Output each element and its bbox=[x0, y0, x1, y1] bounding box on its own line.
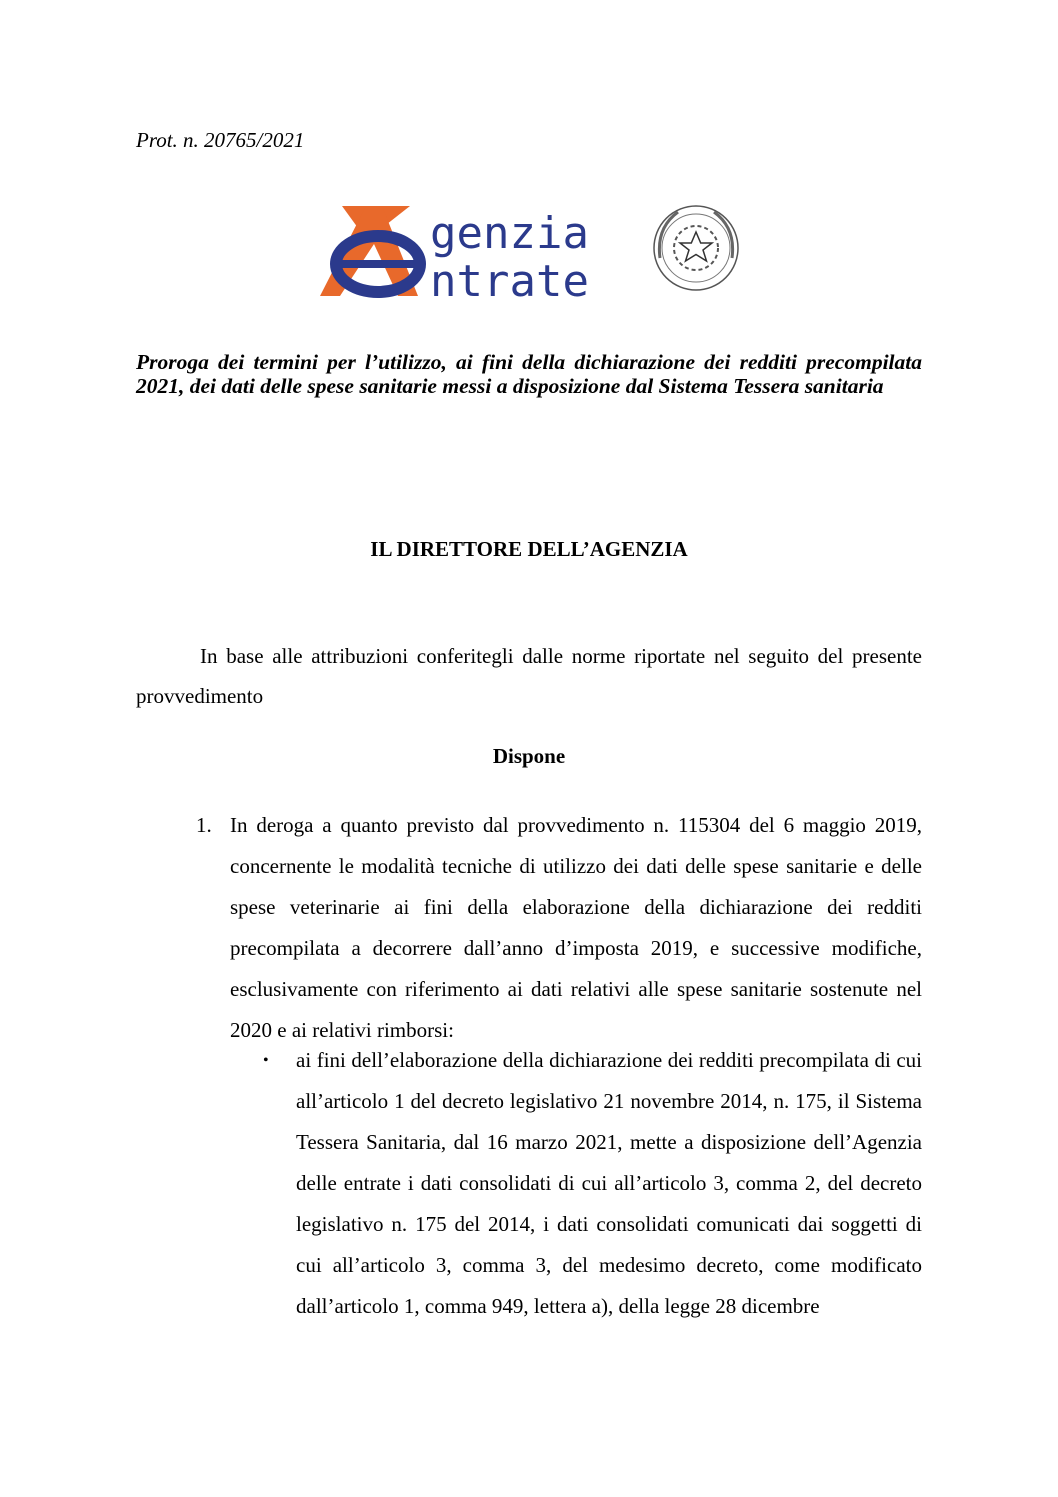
list-item-1 bbox=[230, 805, 922, 1051]
logo-line2: ntrate bbox=[430, 256, 589, 307]
logo-line1: genzia bbox=[430, 208, 589, 259]
intro-paragraph bbox=[136, 636, 922, 716]
bullet-item-1 bbox=[296, 1040, 922, 1327]
bullet-icon: • bbox=[263, 1052, 269, 1069]
list-item-1-text: In deroga a quanto previsto dal provvedimento n. 115304 del 6 maggio 2019, concernente le modalità tecniche di utilizzo dei dati delle spese sanitarie e delle spese veterinarie ai fini della elaborazione della dichiarazione dei redditi precompilata a decorrere dall’anno d’imposta 2019, e successive modifiche, esclusivamente con riferimento ai dati relativi alle spese sanitarie sostenute nel 2020 e ai relativi rimborsi: bbox=[230, 813, 922, 1042]
protocol-number: Prot. n. 20765/2021 bbox=[136, 128, 305, 152]
bullet-item-1-text: ai fini dell’elaborazione della dichiarazione dei redditi precompilata di cui all’articolo 1 del decreto legislativo 21 novembre 2014, n. 175, il Sistema Tessera Sanitaria, dal 16 marzo 2021, mette a disposizione dell’Agenzia delle entrate i dati consolidati di cui all’articolo 3, comma 2, del decreto legislativo n. 175 del 2014, i dati consolidati comunicati dai soggetti di cui all’articolo 3, comma 3, del medesimo decreto, come modificato dall’articolo 1, comma 949, lettera a), della legge 28 dicembre bbox=[296, 1048, 922, 1318]
list-number: 1. bbox=[196, 813, 212, 837]
section-heading-director: IL DIRETTORE DELL’AGENZIA bbox=[370, 537, 688, 561]
dispone-heading: Dispone bbox=[492, 744, 566, 768]
document-subject: Proroga dei termini per l’utilizzo, ai fini della dichiarazione dei redditi precompilata 2021, dei dati delle spese sanitarie messi a disposizione dal Sistema Tessera sanitaria bbox=[136, 350, 922, 398]
agenzia-entrate-logo bbox=[318, 198, 748, 308]
intro-text: In base alle attribuzioni conferitegli dalle norme riportate nel seguito del presente provvedimento bbox=[136, 644, 922, 708]
italian-republic-emblem-icon bbox=[654, 206, 738, 290]
